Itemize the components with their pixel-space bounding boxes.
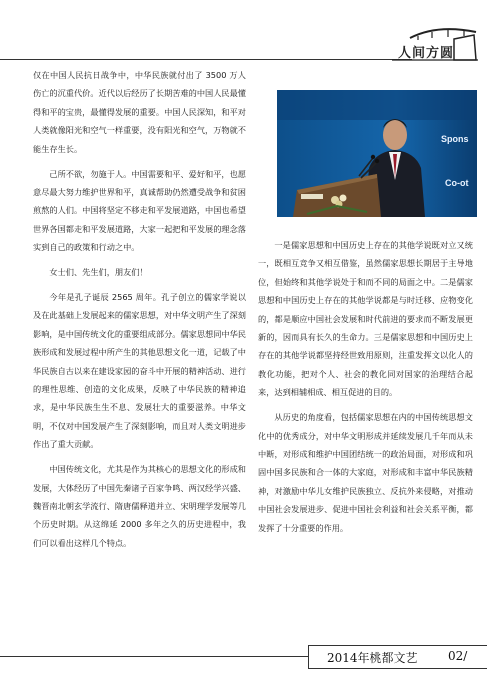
paragraph: 从历史的角度看，包括儒家思想在内的中国传统思想文化中的优秀成分，对中华文明形成并延续发展几千年而从未中断，对形成和维护中国团结统一的政治局面，对形成和巩固中国多民族和合一体的大家庭，对形成和丰富中华民族精神，对激励中华儿女维护民族独立、反抗外来侵略，对推动中国社会发展进步、促进中国社会利益和社会关系平衡，都发挥了十分重要的作用。 [258, 412, 473, 533]
header-rule [0, 59, 412, 60]
backdrop-text: Co-ot [445, 178, 469, 188]
paragraph: 己所不欲，勿施于人。中国需要和平、爱好和平，也愿意尽最大努力维护世界和平，真诚帮助仍然遭受战争和贫困煎熬的人们。中国将坚定不移走和平发展道路，中国也希望世界各国都走和平发展道路，大家一起把和平发展的理念落实到自己的政策和行动之中。 [33, 168, 246, 253]
speech-photo [277, 90, 477, 217]
footer-rule [0, 656, 308, 657]
left-text-column [33, 66, 246, 559]
section-logo [392, 22, 482, 68]
paragraph: 中国传统文化，尤其是作为其核心的思想文化的形成和发展，大体经历了中国先秦诸子百家争鸣、两汉经学兴盛、魏晋南北朝玄学流行、隋唐儒释道并立、宋明理学发展等几个历史时期。从这绵延 2000 多年之久的历史进程中，我们可以看出这样几个特点。 [33, 464, 246, 548]
paragraph: 仅在中国人民抗日战争中，中华民族就付出了 3500 万人伤亡的沉重代价。近代以后经历了长期苦难的中国人民最懂得和平的宝贵，最懂得发展的重要。中国人民深知，和平对人类就像阳光和空气一样重要，没有阳光和空气，万物就不能生存生长。 [33, 70, 246, 154]
right-text-column [258, 236, 473, 544]
page-footer [0, 645, 500, 667]
section-title: 人间方圆 [398, 46, 455, 61]
page-number: 02/ [448, 649, 468, 663]
paragraph: 今年是孔子诞辰 2565 周年。孔子创立的儒家学说以及在此基础上发展起来的儒家思想，对中华文明产生了深刻影响，是中国传统文化的重要组成部分。儒家思想同中华民族形成和发展过程中所产生的其他思想文化一道，记载了中华民族自古以来在建设家园的奋斗中开展的精神活动、进行的理性思维、创造的文化成果，反映了中华民族的精神追求，是中华民族生生不息、发展壮大的重要滋养。中华文明，不仅对中国发展产生了深刻影响，而且对人类文明进步作出了重大贡献。 [33, 291, 246, 450]
publication-name: 2014年桃都文艺 [327, 651, 418, 665]
footer-tab [308, 645, 487, 669]
backdrop-text: Spons [441, 134, 469, 144]
paragraph: 一是儒家思想和中国历史上存在的其他学说既对立又统一，既相互竞争又相互借鉴，虽然儒家思想长期居于主导地位，但始终和其他学说处于和而不同的局面之中。二是儒家思想和中国历史上存在的其他学说都是与时迁移、应物变化的，都是顺应中国社会发展和时代前进的要求而不断发展更新的，因而具有长久的生命力。三是儒家思想和中国历史上存在的其他学说都坚持经世致用原则，注重发挥文以化人的教化功能，把对个人、社会的教化同对国家的治理结合起来，达到相辅相成、相互促进的目的。 [258, 240, 473, 398]
paragraph: 女士们、先生们，朋友们！ [49, 267, 148, 278]
